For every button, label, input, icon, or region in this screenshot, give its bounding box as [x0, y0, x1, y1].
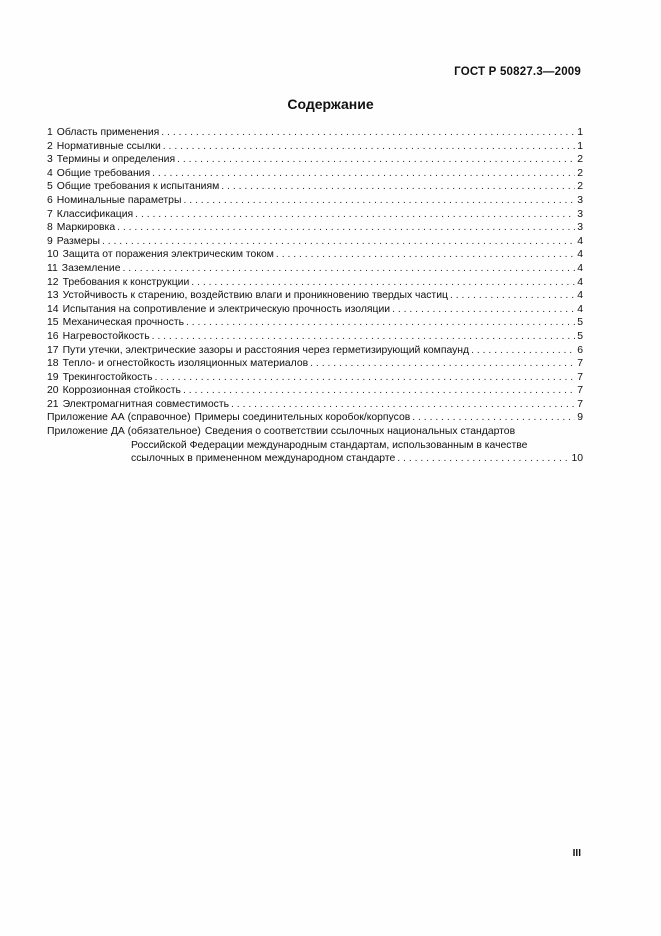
dot-leader: [186, 316, 575, 330]
toc-entry-prefix: Приложение ДА (обязательное): [47, 426, 201, 438]
toc-entry-page: 9: [577, 412, 583, 424]
toc-entry-number: 10: [47, 249, 59, 261]
toc-entry-label: Устойчивость к старению, воздействию влаги и проникновению твердых частиц: [62, 290, 448, 302]
toc-entry-label: Общие требования к испытаниям: [56, 181, 220, 193]
toc-entry-label: Требования к конструкции: [62, 276, 190, 288]
dot-leader: [152, 330, 576, 344]
dot-leader: [152, 167, 575, 181]
toc-entry-page: 4: [577, 303, 583, 315]
toc-entry-label: Пути утечки, электрические зазоры и расстояния через герметизирующий компаунд: [62, 344, 470, 356]
toc-entry-number: 17: [47, 344, 59, 356]
toc-entry[interactable]: [47, 371, 583, 385]
toc-entry-label: Маркировка: [56, 222, 116, 234]
dot-leader: [412, 411, 575, 425]
toc-entry-page: 7: [577, 385, 583, 397]
toc-entry-number: 20: [47, 385, 59, 397]
toc-entry-number: 21: [47, 398, 59, 410]
dot-leader: [102, 235, 575, 249]
toc-entry[interactable]: [47, 276, 583, 290]
toc-entry[interactable]: [47, 398, 583, 412]
toc-entry-number: 18: [47, 358, 59, 370]
toc-entry-page: 4: [577, 276, 583, 288]
dot-leader: [450, 289, 575, 303]
toc-entry-number: 9: [47, 235, 53, 247]
toc-entry[interactable]: [47, 221, 583, 235]
toc-entry-page: 2: [577, 181, 583, 193]
toc-entry-label: Заземление: [61, 262, 121, 274]
toc-entry[interactable]: [47, 126, 583, 140]
toc-entry-label: Классификация: [56, 208, 134, 220]
toc-entry-page: 2: [577, 154, 583, 166]
toc-entry-number: 19: [47, 371, 59, 383]
toc-entry-label: Номинальные параметры: [56, 194, 182, 206]
toc-entry[interactable]: [47, 316, 583, 330]
toc-entry[interactable]: [47, 303, 583, 317]
toc-entry-number: 3: [47, 154, 53, 166]
toc-entry-number: 11: [47, 262, 58, 274]
dot-leader: [276, 248, 575, 262]
toc-entry[interactable]: [47, 248, 583, 262]
toc-entry-label: Общие требования: [56, 167, 151, 179]
toc-entry-page: 10: [571, 453, 583, 465]
toc-entry-number: 14: [47, 303, 59, 315]
toc-entry-label: Механическая прочность: [62, 317, 184, 329]
dot-leader: [397, 452, 569, 466]
toc-entry-page: 1: [577, 140, 583, 152]
toc-entry-label: Тепло- и огнестойкость изоляционных материалов: [62, 358, 309, 370]
toc-entry-number: 15: [47, 317, 59, 329]
dot-leader: [221, 180, 575, 194]
dot-leader: [135, 208, 575, 222]
toc-entry-appendix-aa[interactable]: [47, 411, 583, 425]
toc-entry-label: Примеры соединительных коробок/корпусов: [194, 412, 411, 424]
toc-entry-prefix: Приложение АА (справочное): [47, 412, 191, 424]
page-number: III: [572, 848, 581, 859]
toc-entry[interactable]: [47, 262, 583, 276]
toc-entry-number: 2: [47, 140, 53, 152]
dot-leader: [155, 371, 576, 385]
toc-entry[interactable]: [47, 289, 583, 303]
toc-entry-label: Размеры: [56, 235, 100, 247]
toc-entry-label: Нагревостойкость: [62, 330, 150, 342]
toc-entry[interactable]: [47, 194, 583, 208]
toc-entry-page: 5: [577, 330, 583, 342]
toc-entries: [47, 126, 583, 411]
toc-entry-page: 5: [577, 317, 583, 329]
toc-entry-page: 1: [577, 127, 583, 138]
toc-entry-number: 12: [47, 276, 59, 288]
toc-entry-label-line1: Сведения о соответствии ссылочных национальных стандартов: [204, 426, 516, 438]
dot-leader: [310, 357, 575, 371]
toc-entry-label-line3: ссылочных в примененном международном стандарте: [131, 453, 396, 465]
dot-leader: [117, 221, 575, 235]
toc-entry[interactable]: [47, 153, 583, 167]
toc-entry-page: 4: [577, 249, 583, 261]
dot-leader: [231, 398, 575, 412]
toc-entry-label: Нормативные ссылки: [56, 140, 161, 152]
toc-entry-page: 3: [577, 208, 583, 220]
toc-entry-page: 7: [577, 398, 583, 410]
dot-leader: [122, 262, 575, 276]
table-of-contents: [47, 126, 583, 466]
toc-entry[interactable]: [47, 140, 583, 154]
dot-leader: [177, 153, 575, 167]
dot-leader: [183, 194, 575, 208]
dot-leader: [471, 344, 575, 358]
toc-entry[interactable]: [47, 208, 583, 222]
document-code: ГОСТ Р 50827.3—2009: [454, 66, 581, 78]
toc-entry-label: Трекингостойкость: [62, 371, 153, 383]
toc-entry-number: 16: [47, 330, 59, 342]
toc-entry-number: 4: [47, 167, 53, 179]
dot-leader: [161, 126, 575, 140]
toc-entry-label-line2: Российской Федерации международным стандартам, использованным в качестве: [131, 439, 528, 451]
toc-entry-page: 4: [577, 235, 583, 247]
dot-leader: [392, 303, 575, 317]
toc-entry[interactable]: [47, 167, 583, 181]
dot-leader: [191, 276, 575, 290]
toc-entry-number: 6: [47, 194, 53, 206]
toc-entry-page: 7: [577, 358, 583, 370]
toc-entry-number: 7: [47, 208, 53, 220]
toc-entry[interactable]: [47, 357, 583, 371]
toc-entry[interactable]: [47, 384, 583, 398]
toc-entry-label: Электромагнитная совместимость: [62, 398, 230, 410]
toc-entry[interactable]: [47, 330, 583, 344]
toc-entry-appendix-da[interactable]: [47, 425, 583, 466]
toc-entry-page: 4: [577, 262, 583, 274]
toc-entry-label: Испытания на сопротивление и электрическую прочность изоляции: [62, 303, 391, 315]
toc-entry[interactable]: [47, 180, 583, 194]
toc-entry[interactable]: [47, 235, 583, 249]
toc-entry-page: 4: [577, 290, 583, 302]
toc-entry-label: Термины и определения: [56, 154, 176, 166]
toc-entry-number: 13: [47, 290, 59, 302]
toc-entry-label: Область применения: [56, 127, 160, 138]
toc-entry-page: 6: [577, 344, 583, 356]
toc-entry-page: 2: [577, 167, 583, 179]
toc-entry-number: 8: [47, 222, 53, 234]
toc-entry[interactable]: [47, 344, 583, 358]
toc-entry-label: Защита от поражения электрическим током: [62, 249, 274, 261]
toc-entry-page: 7: [577, 371, 583, 383]
dot-leader: [183, 384, 575, 398]
toc-entry-number: 5: [47, 181, 53, 193]
toc-entry-label: Коррозионная стойкость: [62, 385, 181, 397]
toc-entry-page: 3: [577, 222, 583, 234]
dot-leader: [163, 140, 575, 154]
toc-title: Содержание: [287, 96, 374, 112]
toc-entry-number: 1: [47, 127, 53, 138]
toc-entry-page: 3: [577, 194, 583, 206]
